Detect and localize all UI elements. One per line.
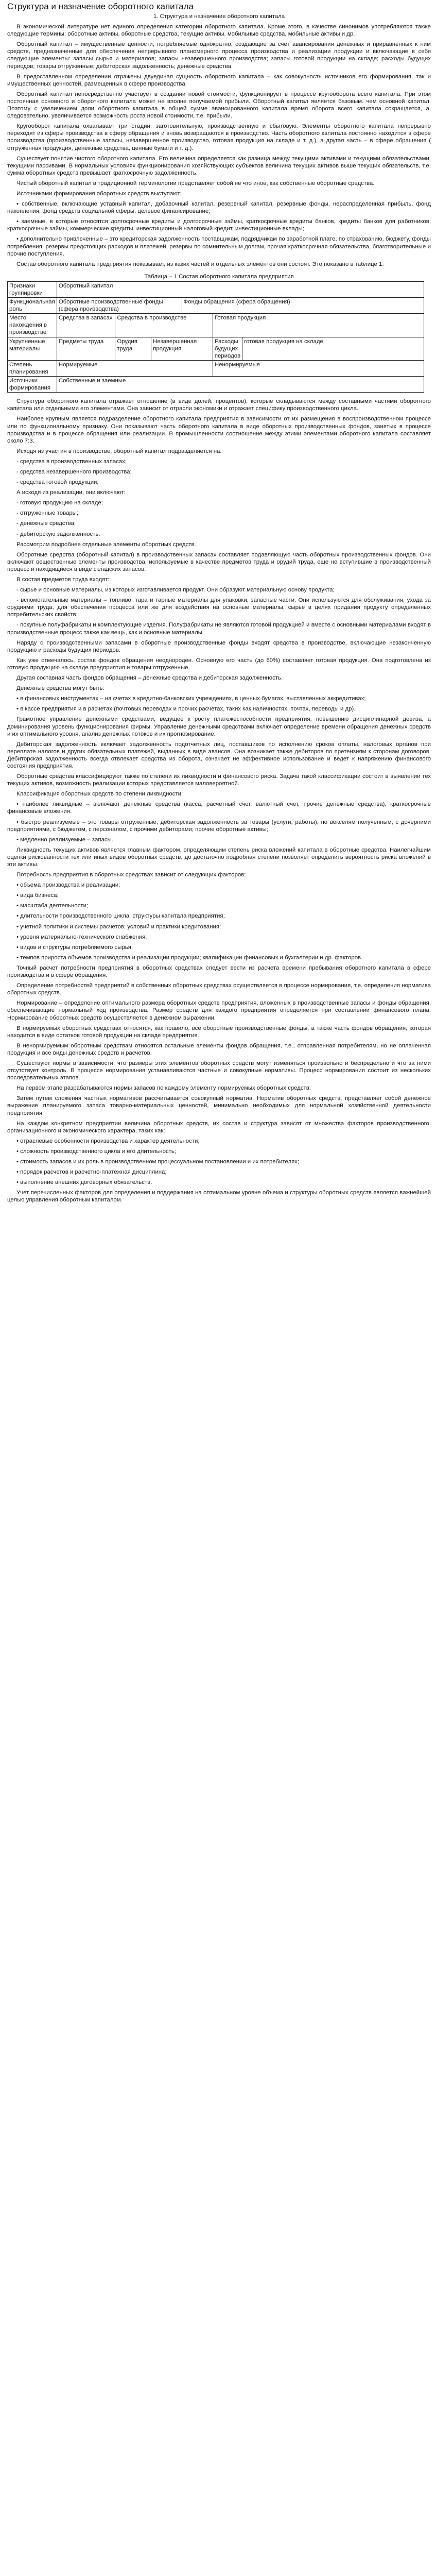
paragraph: • учетной политики и системы расчетов; условий и практики кредитования:	[16, 923, 221, 930]
paragraph: Источниками формирования оборотных средств выступают:	[16, 190, 182, 197]
paragraph: Рассмотрим подробнее отдельные элементы оборотных средств.	[16, 541, 196, 548]
table-cell: Средства в производстве	[115, 314, 213, 337]
paragraph: Оборотные средства (оборотный капитал) в производственных запасах составляет подавляющую часть оборотных производственных фондов. Они включают вещественные элементы производства, используемые в качестве предметов труда и орудий труда, еще не вступившие в производственный процесс и находящиеся в виде складских запасов.	[7, 551, 431, 572]
table-cell: Укрупненные материалы	[8, 337, 57, 360]
paragraph: - сырье и основные материалы, из которых изготавливается продукт. Они образуют материальную основу продукта;	[16, 587, 335, 594]
table-cell: Признаки группировки	[8, 281, 57, 297]
table-cell: Место нахождения в производстве	[8, 314, 57, 337]
paragraph: Другая составная часть фондов обращения – денежные средства и дебиторская задолженность.	[16, 675, 283, 682]
paragraph: На первом этапе разрабатываются нормы запасов по каждому элементу нормируемых оборотных средств.	[16, 1085, 311, 1092]
paragraph: На каждом конкретном предприятии величина оборотных средств, их состав и структура зависят от множества факторов производственного, организационного и экономического характера, таких как:	[7, 1120, 431, 1134]
paragraph: - денежные средства;	[16, 520, 76, 527]
paragraph: - средства незавершенного производства;	[16, 468, 132, 475]
table-cell: Функциональная роль	[8, 298, 57, 314]
paragraph: Наиболее крупным является подразделение оборотного капитала предприятия в зависимости от их размещения в воспроизводственном процессе или по функциональному признаку. Они показывают часть оборотного капитала в виде оборотных производственных фондов, занятых в процессе производства и в процессе обращения или реализации. В промышленности соотношение между этими элементами оборотного капитала составляет около 7:3.	[7, 416, 431, 444]
paragraph: В состав предметов труда входят:	[16, 577, 110, 583]
paragraph: Дебиторская задолженность включает задолженность подотчетных лиц, поставщиков по исполнению сроков оплаты, налоговых органов при переплате налогов и других обязательных платежей, выданных в виде авансов. Она возникает также дебиторов по претензиям к сторонам договоров. Дебиторская задолженность всегда отвлекает средства из оборота, означает не эффективное использование и ведет к напряжению финансового состояния предприятия.	[7, 741, 431, 769]
paragraph: Определение потребностей предприятий в собственных оборотных средствах осуществляется в процессе нормирования, т.е. определения норматива оборотных средств.	[7, 982, 431, 996]
paragraph: Структура оборотного капитала отражает отношение (в виде долей, процентов), которые складываются между составными частями оборотного капитала или отдельными его элементами. Она зависит от отрасли экономики и отражает специфику производственного цикла.	[7, 398, 431, 412]
paragraph: Оборотный капитал непосредственно участвует в создании новой стоимости, функционирует в процессе кругооборота всего капитала. При этом постоянная основного и оборотного капитала может не вполне получаемой прибыли. Оборотный капитал является базовым. чем основной капитал. Поэтому с увеличением доли оборотного капитала в общей сумме авансированного капитала время оборота всего капитала сокращается, а, следовательно, увеличивается возможность роста новой стоимости, т.е. прибыли.	[7, 91, 431, 120]
paragraph: • в финансовых инструментах – на счетах в кредитно-банковских учреждениях, в ценных бумагах, выставленных аккредитивах;	[16, 696, 366, 702]
table-row	[8, 281, 424, 297]
table-cell: Нормируемые	[57, 360, 213, 376]
paragraph: • порядок расчетов и расчетно-платежная дисциплина;	[16, 1169, 167, 1176]
table-cell: Оборотные производственные фонды (сфера производства)	[57, 298, 182, 314]
table-row	[8, 314, 424, 337]
table-cell: Средства в запасах	[57, 314, 115, 337]
paragraph: Кругооборот капитала охватывает три стадии: заготовительную, производственную и сбытовую. Элементы оборотного капитала непрерывно переходят из сферы производства в сферу обращения и вновь возвращаются в производство. Часть оборотного капитала постоянно находится в сфере производства (производственные запасы, незавершенное производство, готовая продукция на складе и т. д.), а другая часть – в сфере обращения ( отгруженная продукция, денежные средства, ценные бумаги и т. д.).	[7, 123, 431, 151]
paragraph: • отраслевые особенности производства и характер деятельности;	[16, 1138, 200, 1144]
paragraph: - покупные полуфабрикаты и комплектующие изделия. Полуфабрикаты не являются готовой продукцией и вместе с основными материалами входят в производственные процесс также как вещь, как и основные материалы.	[7, 622, 431, 636]
paragraph: Как уже отмечалось, состав фондов обращения неоднороден. Основную его часть (до 60%) составляет готовая продукция. Она подготовлена из готовую продукцию на складе предприятия и товары отгруженные.	[7, 657, 431, 671]
paragraph: • масштаба деятельности;	[16, 903, 89, 909]
paragraph: В нормируемых оборотных средствах относятся, как правило, все оборотные производственные фонды, а также часть фондов обращения, которая находится в виде остатков готовой продукции на складе предприятия.	[7, 1025, 431, 1039]
table-row	[8, 360, 424, 376]
table-cell: Предметы труда	[57, 337, 115, 360]
paragraph: • в кассе предприятия и в расчетах (почтовых переводах и прочих расчетах, таких как наличностях, почтах, переводы и др).	[16, 706, 356, 713]
section-subtitle: 1. Структура и назначение оборотного капитала	[153, 13, 285, 20]
paragraph: Существует понятие чистого оборотного капитала. Его величина определяется как разница между текущими активами и текущими обязательствами, текущими пассивами. В нормальных условиях функционирования хозяйствующих субъектов величина текущих активов выше текущих обязательств, т.е. сумма оборотных средств превышает краткосрочную задолженность.	[7, 155, 431, 176]
paragraph: • выполнение внешних договорных обязательств.	[16, 1179, 152, 1186]
paragraph: • медленно реализуемые – запасы.	[16, 836, 113, 843]
paragraph: В предоставленном определении отражены двуединая сущность оборотного капитала – как совокупность источников его формирования, так и имущественных ценностей, размещенных в сфере производства.	[7, 73, 431, 87]
paragraph: • видов и структуры потребляемого сырья;	[16, 944, 133, 951]
table-cell: Незавершенная продукция	[151, 337, 213, 360]
paragraph: Затем путем сложения частных нормативов рассчитывается совокупный норматив. Норматив оборотных средств, представляет собой денежное выражение планируемого запаса товарно-материальных ценностей, минимально необходимых для нормальной хозяйственной деятельности предприятия.	[7, 1095, 431, 1116]
paragraph: - готовую продукцию на складе;	[16, 500, 103, 506]
table-cell: Орудия труда	[115, 337, 151, 360]
table-cell: Собственные и заемные	[57, 377, 424, 393]
table-caption: Таблица – 1 Состав оборотного капитала предприятия	[144, 273, 294, 280]
paragraph: • заемные, в которые относятся долгосрочные кредиты и долгосрочные займы, краткосрочные кредиты банков, кредиты банков для работников, краткосрочные займы, коммерческие кредиты, инвестиционный налоговый кредит, инвестиционные вклады;	[7, 218, 431, 232]
paragraph: - дебиторскую задолженность.	[16, 531, 100, 537]
paragraph: • объема производства и реализации;	[16, 882, 120, 889]
paragraph: Существуют нормы в зависимости, что размеры этих элементов оборотных средств могут изменяться произвольно и беспредельно и что за ними отсутствует контроль. В процессе нормирования устанавливаются частные и совокупные нормативы. Процесс нормирования состоит из нескольких последовательных этапов.	[7, 1060, 431, 1081]
paragraph: • темпов прироста объемов производства и реализации продукции; квалификации финансовых и бухгалтерии и др. факторов.	[16, 954, 363, 961]
paragraph: Потребность предприятия в оборотных средствах зависит от следующих факторов:	[16, 872, 246, 878]
paragraph: Нормирование – определение оптимального размера оборотных средств предприятия, вложенных в производственные запасы и фонды обращения, обеспечивающие нормальный ход производства. Размер средств для каждого предприятия определяется при составлении финансового плана. Нормирование оборотных средств осуществляется в денежном выражении.	[7, 1000, 431, 1021]
table-row	[8, 337, 424, 360]
paragraph: Оборотные средства классифицируют также по степени их ликвидности и финансового риска. Задача такой классификации состоит в выявлении тех текущих активов, возможность реализации которых представляется маловероятной.	[7, 773, 431, 787]
paragraph: Денежные средства могут быть:	[16, 685, 104, 692]
paragraph: Грамотное управление денежными средствами, ведущее к росту платежеспособности предприятия, повышению дисциплинарной девиза, а доминирования уровень функционирования фирмы. Управление денежными средствами включает определение времени обращения денежных средств и их оптимального уровня, анализ денежных потоков и их прогнозирование.	[7, 716, 431, 737]
paragraph: - средства готовой продукции;	[16, 479, 99, 486]
paragraph: • дополнительно привлеченные – это кредиторская задолженность поставщикам, подрядчикам по заработной плате, по страхованию, бюджету, фонды потребления, резервы предстоящих расходов и платежей, резервы по сомнительным долгам, прочая краткосрочная обязательства, благотворительные и прочие поступления.	[7, 236, 431, 257]
table-row	[8, 377, 424, 393]
paragraph: Исходя из участия в производстве, оборотный капитал подразделяется на:	[16, 448, 222, 454]
paragraph: Состав оборотного капитала предприятия показывает, из каких частей и отдельных элементов они состоят. Это показано в таблице 1.	[16, 261, 384, 267]
capital-structure-table	[7, 281, 424, 393]
paragraph: • собственные, включающие уставный капитал, добавочный капитал, резервный капитал, резервные фонды, нераспределенная прибыль, фонд накопления, фонд средств социальной сферы, целевое финансирование;	[7, 201, 431, 215]
intro-section	[7, 23, 431, 268]
paragraph: В экономической литературе нет единого определения категории оборотного капитала. Кроме этого, в качестве синонимов употребляются также следующие термины: оборотные активы, оборотные средства, текущие активы, мобильные средства, мобильные активы и др.	[7, 24, 431, 38]
paragraph: • длительности производственного цикла; структуры капитала предприятия;	[16, 913, 225, 920]
paragraph: А исходя из реализации, они включают:	[16, 489, 126, 496]
paragraph: Учет перечисленных факторов для определения и поддержания на оптимальном уровне объема и структуры оборотных средств является важнейшей целью управления оборотным капиталом.	[7, 1190, 431, 1204]
paragraph: Наряду с производственными запасами в оборотные производственные фонды входят средства в производстве, включающие незаконченную продукцию и расходы будущих периодов.	[7, 639, 431, 653]
paragraph: • сложность производственного цикла и его длительность;	[16, 1148, 176, 1155]
paragraph: - вспомогательные материалы – топливо, тара и тарные материалы для упаковки, запасные части. Они используются для обслуживания, ухода за орудиями труда, для обеспечения процесса или же для воздействия на основные материалы, сырье в целях придания продукту определенных потребительских свойств;	[7, 597, 431, 618]
paragraph: • вида бизнеса;	[16, 892, 59, 899]
table-row	[8, 298, 424, 314]
page-title: Структура и назначение оборотного капитала	[7, 2, 194, 11]
paragraph: - отгруженные товары;	[16, 510, 79, 517]
main-section	[7, 398, 431, 1204]
paragraph: • наиболее ликвидные – включают денежные средства (касса, расчетный счет, валютный счет, прочие денежные средства), краткосрочные финансовые вложения.	[7, 801, 431, 815]
paragraph: - средства в производственных запасах;	[16, 458, 127, 465]
paragraph: В ненормируемым оборотным средствам относятся остальные элементы фондов обращения, т.е., отправленная потребителям, но не оплаченная продукция и все виды денежных средств и расчетов.	[7, 1042, 431, 1056]
table-cell: готовая продукция на складе	[242, 337, 424, 360]
paragraph: Классификация оборотных средств по степени ликвидности:	[16, 791, 183, 798]
document-page	[0, 0, 436, 1204]
paragraph: Чистый оборотный капитал в традиционной терминологии представляет собой не что иное, как собственные оборотные средства.	[16, 180, 375, 187]
table-cell: Расходы будущих периодов	[213, 337, 242, 360]
paragraph: Точный расчет потребности предприятия в оборотных средствах следует вести из расчета времени пребывания оборотного капитала в сфере производства и в сфере обращения.	[7, 964, 431, 979]
table-cell: Готовая продукция	[213, 314, 424, 337]
table-cell: Источники формирования	[8, 377, 57, 393]
paragraph: • быстро реализуемые – это товары отгруженные, дебиторская задолженность за товары (услуги, работы), по векселям полученным, с дочерними предприятиями, с бюджетом, с персоналом, с прочими дебиторами; прочие оборотные активы;	[7, 819, 431, 833]
paragraph: Ликвидность текущих активов является главным фактором, определяющим степень риска вложений капитала в оборотные средства. Наилегчайшим оценки рискованности тех или иных видов оборотных средств, до достаточно подробная степени позволяет определить вероятность риска вложений в эти активы.	[7, 846, 431, 868]
paragraph: • стоимость запасов и их роль в производственном процессуальном постановлении и их потребителях;	[16, 1159, 300, 1165]
table-cell: Фонды обращения (сфера обращения)	[182, 298, 424, 314]
paragraph: • уровня материально-технического снабжения;	[16, 934, 147, 940]
table-cell: Степень планирования	[8, 360, 57, 376]
paragraph: Оборотный капитал – имущественные ценности, потребляемые однократно, создающие за счет авансирования денежных и приравненных к ним средств, предназначенные для обеспечения непрерывного планомерного процесса производства и реализации продукции и включающие в себя следующие элементы: запасы сырья и материалов; запасы незавершенного производства; запасы готовой продукции на складе; расходы будущих периодов; товары отгруженные; дебиторская задолженность; денежные средства.	[7, 41, 431, 70]
table-cell: Оборотный капитал	[57, 281, 424, 297]
table-cell: Ненормируемые	[213, 360, 424, 376]
